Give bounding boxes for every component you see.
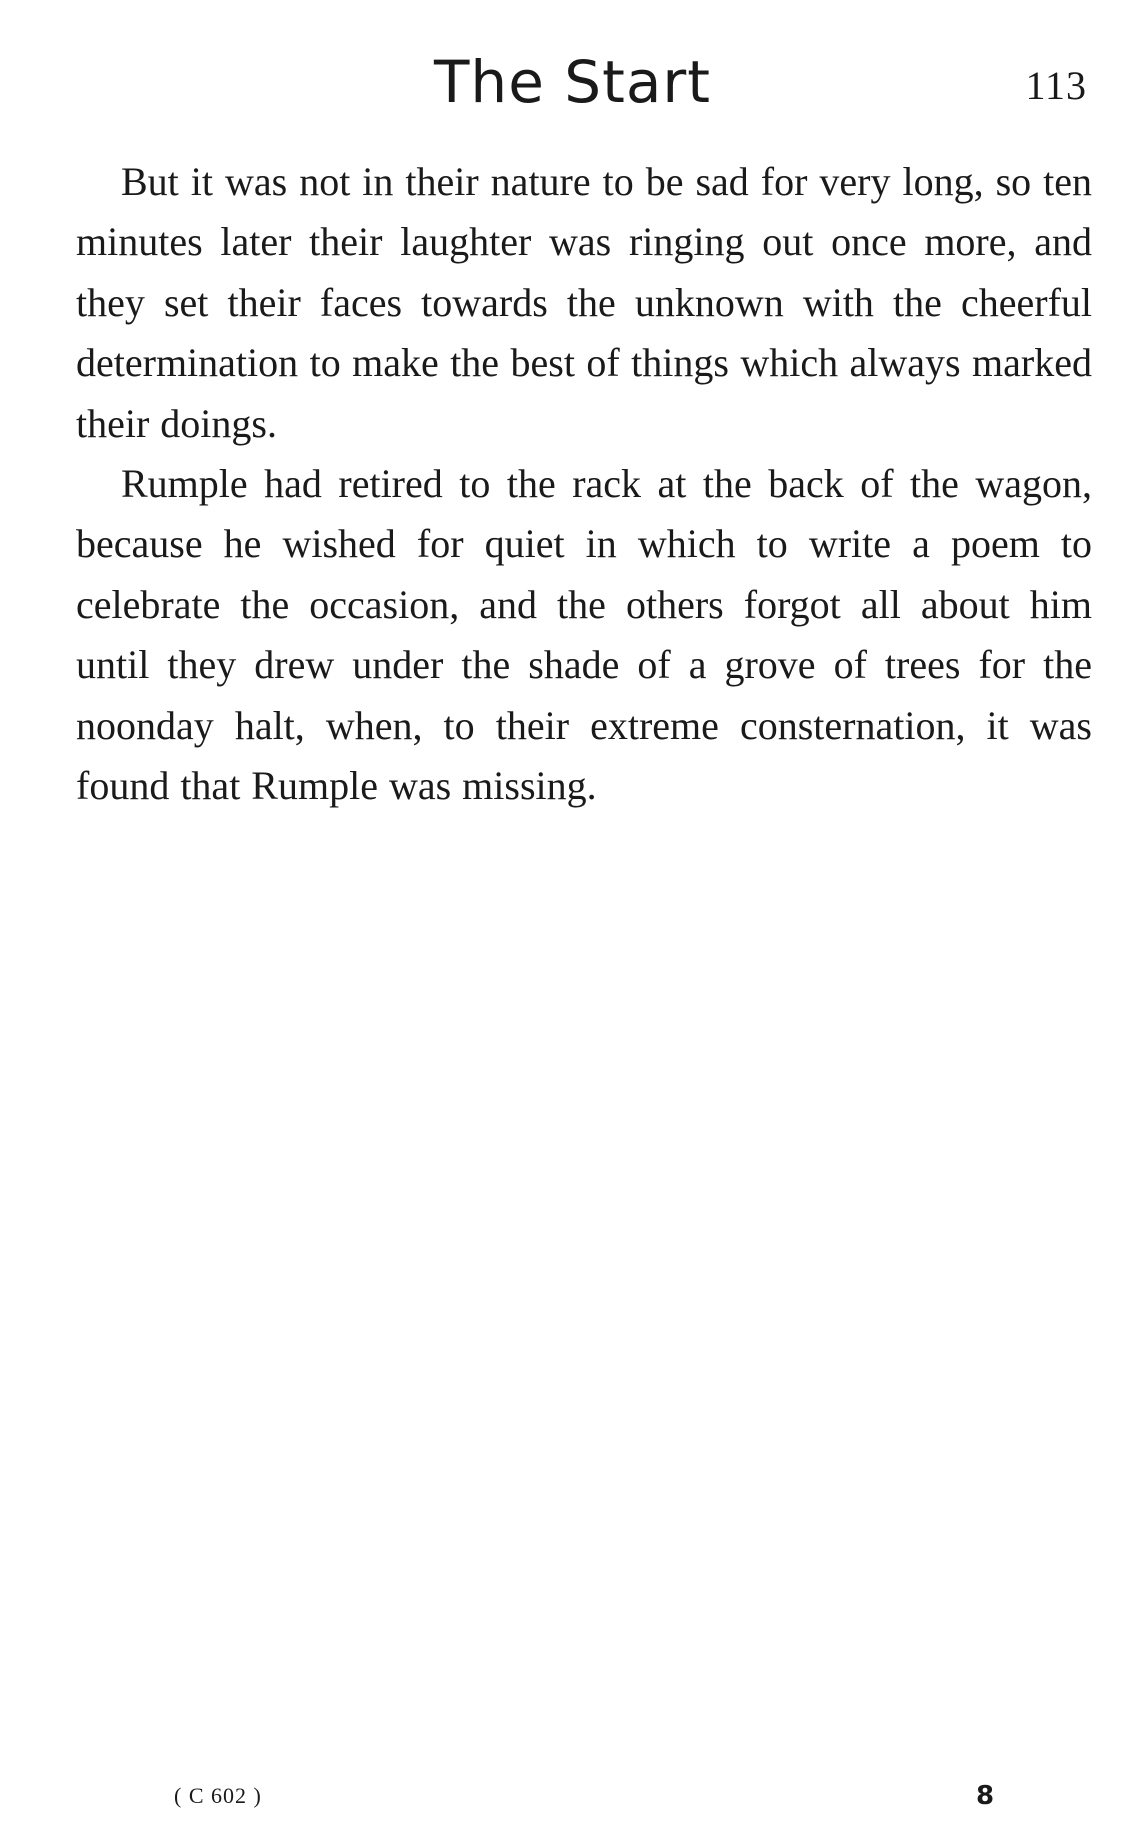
gathering-number: 8 <box>976 1781 995 1811</box>
running-title: The Start <box>434 48 711 116</box>
signature-mark: ( C 602 ) <box>174 1783 262 1808</box>
page-number: 113 <box>1025 63 1087 108</box>
page-footer <box>0 1778 1145 1818</box>
body-text <box>76 152 1092 816</box>
paragraph: Rumple had retired to the rack at the back of the wagon, because he wished for quiet in which to write a poem to celebrate the occasion, and the others forgot all about him until they drew under the shade of a grove of trees for the noonday halt, when, to their extreme consternation, it was found that Rumple was missing. <box>76 461 1092 809</box>
paragraph: But it was not in their nature to be sad for very long, so ten minutes later their laughter was ringing out once more, and they set their faces towards the unknown with the cheerful determination to make the best of things which always marked their doings. <box>76 159 1092 446</box>
running-head <box>0 42 1145 132</box>
